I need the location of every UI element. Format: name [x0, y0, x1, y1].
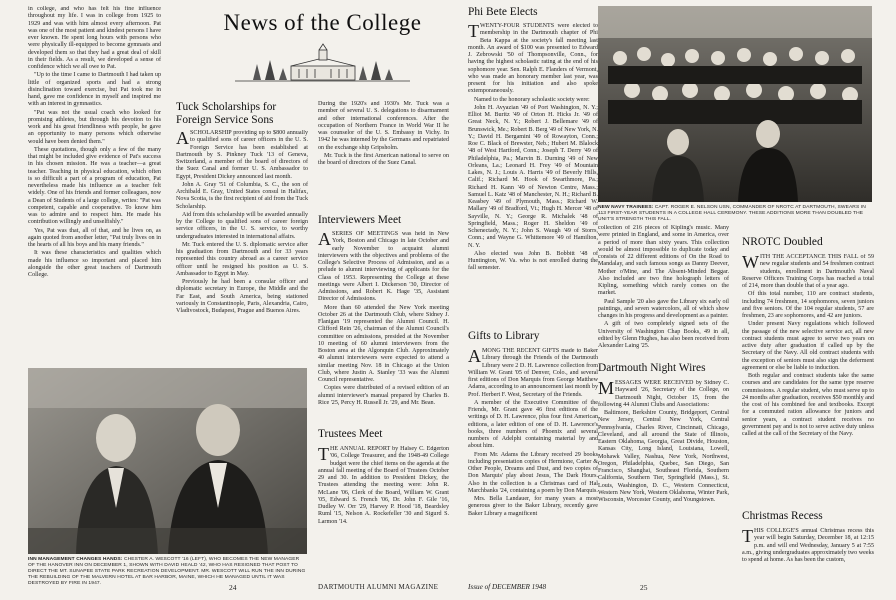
- trustees-paragraph: HE ANNUAL REPORT by Halsey C. Edgerton '06, College Treasurer, and the 1948-49 College budget were the chief items on the agenda at the annual fall meeting of the Board of Trustees October 29 and 30. In addition to President Dickey, the Trustees attending the meeting were: John R. McLane '06, Clerk of the Board, William W. Grant '05, Edward S. French '06, Dr. John F. Gile '16, Dudley W. Orr '29, Harvey P. Hood '18, Beardsley Ruml '15, Nelson A. Rockefeller '30 and Sigurd S. Larmon '14.: [318, 446, 449, 525]
- intro-paragraph: Yes, Pat was that, all of that, and he lives on, as again quoted from another letter, "Pat truly lives on in the hearts of all his boys and his many friends.": [28, 227, 161, 248]
- interviewers-paragraph: SERIES OF MEETINGS was held in New York, Boston and Chicago in late October and early November to acquaint alumni interviewers with the objectives and problems of the College's Selective Process of Admission, and as a prelude to alumni interviewing of applicants for the Class of 1953. Representing the College at these meetings were Albert I. Dickerson '30, Director of Admissions, and Robert K. Hage '35, Assistant Director of Admissions.: [318, 231, 449, 303]
- christmas-paragraph: HIS COLLEGE'S annual Christmas recess this year will begin Saturday, December 18, at 12:15 p.m. and will end Wednesday, January 5 at 7:55 a.m., giving undergraduates approximately two weeks to spend at home. As has been the custom,: [742, 528, 874, 563]
- trustees-article: [318, 446, 449, 582]
- interviewers-article: [318, 231, 449, 427]
- left-folio-title: DARTMOUTH ALUMNI MAGAZINE: [318, 583, 439, 591]
- christmas-heading: Christmas Recess: [742, 510, 823, 522]
- kipling-paragraph: Paul Sample '20 also gave the Library six early oil paintings, and seven watercolors, all of which show changes in his progress and development as a painter.: [598, 298, 729, 319]
- gifts-paragraph: MONG THE RECENT GIFTS made to Baker Library through the Friends of the Dartmouth Library were 2 D. H. Lawrence collection from William W. Grant '05 of Denver, Colo., and several first editions of Don Marquis from George Matthew Adams, according to an announcement last month by Prof. Herbert F. West, Secretary of the Friends.: [468, 348, 598, 398]
- dartmouth-hall-illustration: [195, 42, 450, 86]
- night-wires-dropcap: M: [598, 380, 615, 398]
- gifts-paragraph: A member of the Executive Committee of the Friends, Mr. Grant gave 46 first editions of the writings of D. H. Lawrence, plus four first American editions, a later edition of one of D. H. Lawrence's books, three numbers of Phoenix and several numbers of Adelphi containing material by and about him.: [468, 399, 598, 450]
- phi-bete-heading: Phi Bete Elects: [468, 6, 538, 18]
- christmas-dropcap: T: [742, 528, 753, 546]
- inn-management-photo: [28, 368, 307, 554]
- nrotc-paragraph: Under present Navy regulations which followed the passage of the new selective service act, all new contract students must agree to serve two years on active duty after graduation if called up by the Secretary of the Navy. All old contract students with the exception of seniors must also sign the deferment agreement or else be liable to induction.: [742, 321, 874, 371]
- gifts-heading: Gifts to Library: [468, 330, 540, 342]
- inn-caption-text: CHESTER A. WESCOTT '16 (LEFT), WHO BECOMES THE NEW MANAGER OF THE HANOVER INN ON DECEMBER 1, SHOWN WITH DAVID HEALD '42, WHO HAS RESIGNED THAT POST TO DIRECT THE MT. SUNAPEE STATE PARK RECREATION DEVELOPMENT. MR. WESCOTT WILL RUN THE INN DURING THE REBUILDING OF THE MALVERN HOTEL AT BAR HARBOR, MAINE, WHICH HE MANAGED UNTIL IT WAS DESTROYED BY FIRE IN 1947.: [28, 557, 306, 586]
- intro-paragraph: It was these characteristics and qualities which made his influence so important and placed him alongside the other great teachers of Dartmouth College.: [28, 250, 161, 278]
- nrotc-heading: NROTC Doubled: [742, 236, 823, 248]
- tuck-paragraph: John A. Gray '51 of Columbia, S. C., the son of Archibald E. Gray, United States consul in Halifax, Nova Scotia, is the first recipient of aid from the Tuck Scholarship.: [176, 181, 308, 210]
- phi-bete-paragraph: John H. Avyazian '49 of Port Washington, N. Y.; Elliot M. Buritz '49 of Orton H. Hicks Jr. '49 of Great Neck, N. Y.; Robert J. Bellemare '49 of Brunswick, Me.; Robert B. Berg '49 of New York, N. Y.; David H. Bergamini '49 of Rowayton, Conn.; Roe C. Black of Brewster, Neb.; Hubert M. Blalock '48 of West Hartford, Conn.; Joseph T. Derry '49 of Philadelphia, Pa.; Marvin B. Durning '49 of New Orleans, La.; Leonard H. Frey '49 of Mountain Lakes, N. J.; Louis A. Harris '49 of Beverly Hills, Calif.; Richard M. Hook of Swarthmore, Pa.; Richard H. Kann '49 of Newton Centre, Mass.; Samuel L. Katz '48 of Manchester, N. H.; Richard B. Keasbey '49 of Plymouth, Mass.; Richard W. Mallary '49 of Bradford, Vt.; Hugh H. Mercer '48 of Sayville, N. Y.; George R. Michalek '48 of Springfield, Mass.; Roger H. Sheldon '49 of Schenectady, N. Y.; John S. Waugh '49 of Storrs, Conn.; and Wayne G. Whittemore '49 of Hamilton, N. Y.: [468, 104, 598, 249]
- navy-caption-lead: NEW NAVY TRAINEES:: [598, 205, 654, 210]
- nrotc-dropcap: W: [742, 254, 759, 272]
- night-wires-paragraph: Baltimore, Berkshire County, Bridgeport, Central New Jersey, Central New York, Central Pennsylvania, Charles River, Cincinnati, Chicago, Cleveland, and all around the State of Illinois, Eastern Oklahoma, Georgia, Great Divide, Houston, Kansas City, Long Island, Louisiana, Lowell, Mohawk Valley, Nashua, New York, Northwest, Oregon, Philadelphia, Quebec, San Diego, San Francisco, Shanghai, Southeast Florida, Southern California, Southern Tier, Springfield (Mass.), St. Louis, Washington, D. C., Western Connecticut, Western New York, Western Oklahoma, Winter Park, Wisconsin, Worcester County, and Youngstown.: [598, 410, 729, 503]
- intro-paragraph: "Up to the time I came to Dartmouth I had taken up little of organized sports and had a strong disinclination toward exercise, but Pat took me in hand, gave me confidence in myself and inspired me with an interest in gymnastics.: [28, 72, 161, 108]
- tuck-paragraph: Aid from this scholarship will be awarded annually by the College to qualified sons of career foreign service officers, in the U. S. service, to worthy undergraduates interested in international affairs.: [176, 211, 308, 240]
- night-wires-heading: Dartmouth Night Wires: [598, 362, 706, 374]
- intro-paragraph: in college, and who has felt his fine influence throughout my life. I was in college from 1925 to 1929 and was with him almost every afternoon. Pat was one of the most patient and kindest persons I have ever known. He spent long hours with persons who were physically ill-equipped to become gymnasts and developed them so that they had a great deal of skill in their fields. As a result, we developed a sense of confidence which we all owe to Pat.: [28, 6, 161, 70]
- tuck-article-continued: [318, 101, 449, 209]
- tuck-paragraph: During the 1920's and 1930's Mr. Tuck was a member of several U. S. delegations to disarmament and other international conferences. After the occupation of Northern France in World War II he was counselor of the U. S. Embassy in Vichy. In 1942 he was interned by the Germans and repatriated on the exchange ship Gripsholm.: [318, 101, 449, 151]
- masthead-title: News of the College: [223, 10, 422, 35]
- nrotc-article: [742, 254, 874, 506]
- navy-photo-caption: [598, 205, 872, 223]
- nrotc-paragraph: Of this total number, 110 are contract students, including 74 freshmen, 14 sophomores, seven juniors and five seniors. Of the 104 regular students, 57 are freshmen, 23 are sophomores, and 42 are juniors.: [742, 291, 874, 319]
- night-wires-article: [598, 380, 729, 582]
- phi-bete-paragraph: Named to the honorary scholastic society were:: [474, 96, 590, 103]
- trustees-dropcap: T: [318, 446, 329, 464]
- gifts-article: [468, 348, 598, 582]
- interviewers-paragraph: Copies were distributed of a revised edition of an alumni interviewer's manual prepared by Charles B. Rice '25, Percy H. Russell Jr. '29, and Mr. Bean.: [318, 385, 449, 406]
- intro-paragraph: These quotations, though only a few of the many that might be included give evidence of Pat's success in his chosen mission. He was a teacher—a great teacher. Teaching in physical education, which often is so difficult a part of a program of education, Pat nevertheless made his influence as a teacher felt widely. One of his friends and former colleagues, now a Dean of Students of a large college, writes: "Pat was competent, capable and cooperative. To know him was to admire and to respect him. He made his contribution willingly and unselfishly.": [28, 146, 161, 226]
- right-page-number: 25: [640, 583, 648, 592]
- phi-bete-paragraph: WENTY-FOUR STUDENTS were elected to membership in the Dartmouth chapter of Phi Beta Kappa at the society's fall meeting last month. An award of $100 was presented to Edward J. Zebrowski '50 of Thompsonville, Conn., for having the highest scholastic rating at the end of his sophomore year. Sen. Ralph E. Flanders of Vermont, who was made an honorary member last year, was present for his initiation and also spoke extemporaneously.: [468, 23, 598, 95]
- right-folio-issue: Issue of DECEMBER 1948: [468, 583, 547, 591]
- intro-paragraph: "Pat was not the usual coach who looked for promising athletes, but through his devotion to his work and his great friendliness with people, he gave an opportunity to many persons which otherwise would have been denied them.": [28, 109, 161, 145]
- interviewers-paragraph: More than 60 attended the New York meeting October 26 at the Dartmouth Club, where Sidney J. Flanigan '19 represented the Alumni Council. H. Clifford Rein '26, chairman of the Alumni Council's committee on admissions, presided at the November 10 meeting of 60 alumni interviewers from the Boston area at the Algonquin Club. Approximately 40 alumni interviewers were expected to attend a similar meeting Nov. 18 in Chicago at the Union Club, where Justin A. Stanley '33 was the Alumni Council representative.: [318, 304, 449, 383]
- tuck-paragraph: SCHOLARSHIP providing up to $800 annually to qualified sons of career officers in the U. S. Foreign Service has been established at Dartmouth by S. Pinkney Tuck '13 of Geneva, Switzerland, a member of the board of directors of the Suez Canal and former U. S. Ambassador to Egypt, President Dickey announced last month.: [176, 130, 308, 180]
- tuck-paragraph: Mr. Tuck entered the U. S. diplomatic service after his graduation from Dartmouth and for 33 years represented this country abroad as a career service officer until he resigned his position as U. S. Ambassador to Egypt in May.: [176, 241, 308, 277]
- phi-bete-paragraph: Also elected was John B. Bobbitt '48 of Huntington, W. Va. who is not enrolled during the fall semester.: [468, 250, 598, 272]
- gifts-paragraph: Mrs. Bella Landauer, for many years a most generous giver to the Baker Library, recently gave Baker Library a magnificent: [468, 496, 598, 517]
- tuck-paragraph: Mr. Tuck is the first American national to serve on the board of directors of the Suez Canal.: [318, 152, 449, 166]
- tuck-paragraph: Previously he had been a consular officer and diplomatic secretary in Europe, the Middle and the Far East, and South America, being stationed variously in Constantinople, Paris, Alexandria, Cairo, Vladivostock, Budapest, Prague and Buenos Aires.: [176, 279, 308, 314]
- phi-bete-dropcap: T: [468, 23, 479, 41]
- intro-column: [28, 6, 161, 366]
- interviewers-dropcap: A: [318, 231, 331, 249]
- inn-caption-lead: INN MANAGEMENT CHANGES HANDS:: [28, 557, 123, 562]
- trustees-heading: Trustees Meet: [318, 428, 383, 440]
- night-wires-paragraph: ESSAGES WERE RECEIVED by Sidney C. Hayward '26, Secretary of the College, on Dartmouth Night, October 15, from the following 44 Alumni Clubs and Associations:: [598, 380, 729, 408]
- kipling-paragraph: collection of 216 pieces of Kipling's music. Many were printed in England, and some in America, over a period of more than sixty years. This collection would be almost impossible to duplicate today and consists of 22 different editions of On the Road to Mandalay, and such famous songs as Danny Deever, Mother o'Mine, and The Absent-Minded Beggar. Also included are two fine holograph letters of Kipling, something which rarely comes on the market.: [598, 225, 729, 297]
- gifts-paragraph: From Mr. Adams the Library received 29 books including presentation copies of Hermione, Carter & Other People, Dreams and Dust, and two copies of Don Marquis' play about Jesus, The Dark Hours. Also in the collection is a Christmas card of Hal Marchbanks '24, containing a poem by Don Marquis.: [468, 451, 598, 494]
- navy-trainees-photo: [598, 6, 872, 202]
- navy-caption-text: CAPT. ROGER E. NELSON USN, COMMANDER OF NROTC AT DARTMOUTH, SWEARS IN 113 FIRST-YEAR STUDENTS IN A COLLEGE HALL CEREMONY. THESE ADDITIONS MORE THAN DOUBLED THE UNIT'S STRENGTH THIS FALL.: [598, 205, 866, 222]
- phi-bete-article: [468, 23, 598, 325]
- gifts-dropcap: A: [468, 348, 481, 366]
- kipling-collection-text: [598, 225, 729, 363]
- tuck-dropcap: A: [176, 130, 189, 148]
- left-page-number: 24: [229, 583, 237, 592]
- masthead: [195, 10, 450, 86]
- kipling-paragraph: A gift of two completely signed sets of the University of Washington Chap Books, 49 in all, edited by Glenn Hughes, has also been received from Alexander Laing '25.: [598, 321, 729, 349]
- tuck-heading: Tuck Scholarships for Foreign Service Sons: [176, 101, 277, 126]
- interviewers-heading: Interviewers Meet: [318, 214, 402, 226]
- inn-photo-caption: [28, 557, 307, 587]
- christmas-article: [742, 528, 874, 582]
- nrotc-paragraph: ITH THE ACCEPTANCE THIS FALL of 59 new regular students and 54 freshmen contract students, enrollment in Dartmouth's Naval Reserve Officers Training Corps has reached a total of 214, more than double that of a year ago.: [742, 254, 874, 289]
- nrotc-paragraph: Both regular and contract students take the same courses and are candidates for the same type reserve commissions. A regular student, who must serve up to 24 months after graduation, receives $50 monthly and the cost of his combined fee and textbooks. Except for a commuted ration allowance for juniors and senior years, a contract student receives no government pay and is not to serve active duty unless called at the call of the Secretary of the Navy.: [742, 373, 874, 437]
